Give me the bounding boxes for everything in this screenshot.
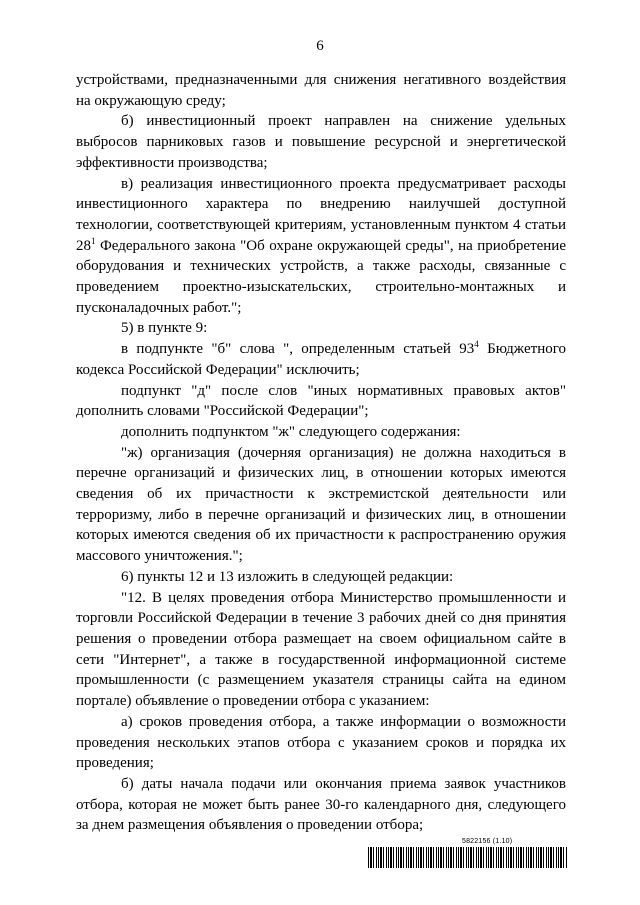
paragraph: в подпункте "б" слова ", определенным статьей $93^4$ Бюджетного кодекса Российской Федерации" исключить; <box>76 339 566 378</box>
barcode-icon <box>368 847 568 868</box>
paragraph: в) реализация инвестиционного проекта предусматривает расходы инвестиционного характера по внедрению наилучшей доступной технологии, соответствующей критериям, установленным пунктом 4 статьи $28^1$ Федерального закона "Об охране окружающей среды", на приобретение оборудования и технических устройств, а также расходы, связанные с проведением проектно-изыскательских, строительно-монтажных и пусконаладочных работ."; <box>76 175 566 316</box>
barcode-label: 5822156 (1.10) <box>462 838 513 845</box>
paragraph: подпункт "д" после слов "иных нормативных правовых актов" дополнить словами "Российской Федерации"; <box>76 382 566 420</box>
paragraph: дополнить подпунктом "ж" следующего содержания: <box>121 423 461 440</box>
paragraph: "ж) организация (дочерняя организация) не должна находиться в перечне организаций и физических лиц, в отношении которых имеются сведения об их причастности к экстремистской деятельности или терроризму, либо в перечне организаций и физических лиц, в отношении которых имеются сведения об их причастности к распространению оружия массового уничтожения."; <box>76 444 566 565</box>
paragraph: а) сроков проведения отбора, а также информации о возможности проведения нескольких этапов отбора с указанием сроков и порядка их проведения; <box>76 713 566 772</box>
paragraph: б) инвестиционный проект направлен на снижение удельных выбросов парниковых газов и повышение ресурсной и энергетической эффективности производства; <box>76 113 566 171</box>
superscript: 1 <box>91 235 96 246</box>
paragraph: "12. В целях проведения отбора Министерство промышленности и торговли Российской Федерации в течение 3 рабочих дней со дня принятия решения о проведении отбора размещает на своем официальном сайте в сети "Интернет", а также в государственной информационной системе промышленности (с размещением указателя страницы сайта на едином портале) объявление о проведении отбора с указанием: <box>76 589 566 710</box>
paragraph: устройствами, предназначенными для снижения негативного воздействия на окружающую среду; <box>76 72 566 109</box>
superscript: 4 <box>474 339 479 350</box>
page-number: 6 <box>316 38 324 54</box>
document-body <box>76 70 566 836</box>
paragraph: 5) в пункте 9: <box>121 320 208 337</box>
paragraph: б) даты начала подачи или окончания приема заявок участников отбора, которая не может быть ранее 30-го календарного дня, следующего за днем размещения объявления о проведении отбора; <box>76 775 566 834</box>
paragraph: 6) пункты 12 и 13 изложить в следующей редакции: <box>121 568 454 585</box>
